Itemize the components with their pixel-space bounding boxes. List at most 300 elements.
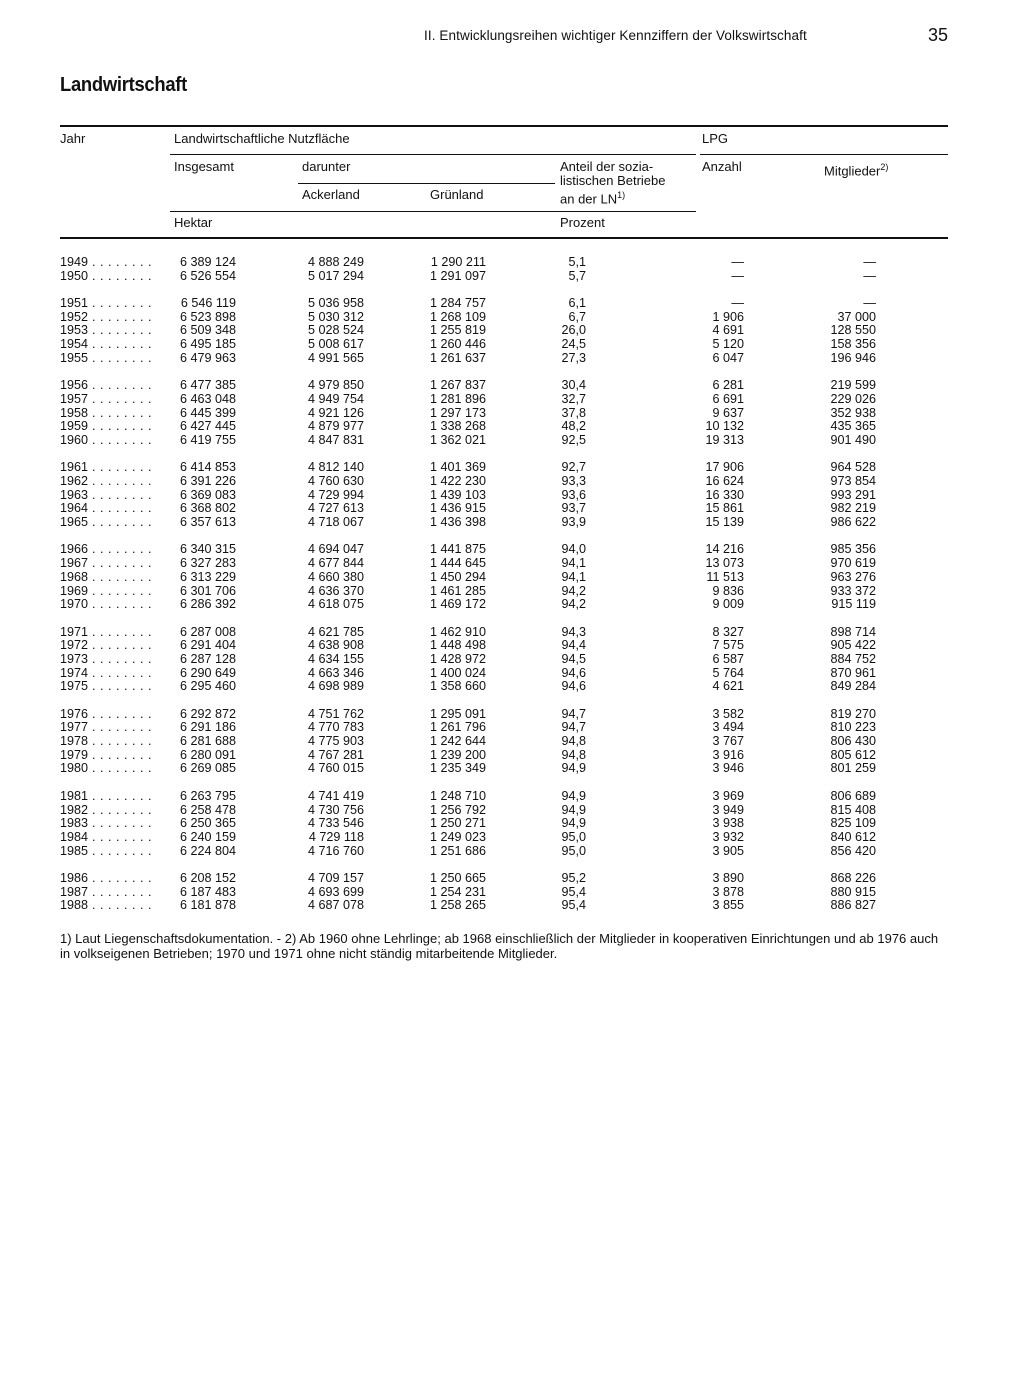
- col-ackerland: Ackerland: [302, 187, 360, 202]
- col-jahr: Jahr: [60, 131, 86, 146]
- cell-ackerland: 4 687 078: [307, 898, 364, 913]
- cell-lpg-mitglieder: 884 752: [830, 651, 876, 666]
- footnote: 1) Laut Liegenschaftsdokumentation. - 2) Ab 1960 ohne Lehrlinge; ab 1968 einschließlich der Mitglieder in kooperativen Einrichtungen und ab 1976 auch in volkseigenen Betrieben; 1970 und 1971 ohne nicht ständig mitarbeitende Mitglieder.: [60, 931, 939, 961]
- cell-lpg-anzahl: 3 855: [712, 898, 744, 913]
- cell-year: 1950 . . .: [60, 270, 152, 284]
- cell-insgesamt: 6 369 083: [179, 487, 236, 502]
- cell-year: 1979 . . .: [60, 749, 152, 763]
- cell-insgesamt: 6 287 008: [179, 624, 236, 639]
- cell-year: 1975 . . .: [60, 680, 152, 694]
- cell-gruenland: 1 436 398: [429, 515, 486, 530]
- cell-insgesamt: 6 389 124: [179, 255, 236, 269]
- cell-ackerland: 4 694 047: [307, 542, 364, 557]
- cell-ackerland: 4 729 994: [307, 487, 364, 502]
- cell-ackerland: 4 741 419: [307, 788, 364, 803]
- cell-ackerland: 4 770 783: [307, 720, 364, 735]
- cell-gruenland: 1 290 211: [430, 255, 486, 269]
- cell-lpg-anzahl: 19 313: [705, 432, 744, 447]
- cell-lpg-anzahl: 7 575: [712, 638, 744, 653]
- cell-lpg-mitglieder: 196 946: [830, 350, 876, 365]
- cell-ackerland: 4 949 754: [307, 391, 364, 406]
- cell-year: 1983 . . .: [60, 817, 152, 831]
- col-lpg: LPG: [702, 131, 729, 146]
- rule-lpg: [700, 154, 948, 155]
- cell-lpg-anzahl: 3 905: [712, 843, 744, 858]
- cell-year: 1951 . . .: [60, 297, 152, 311]
- cell-insgesamt: 6 463 048: [179, 391, 236, 406]
- cell-anteil: 27,3: [561, 350, 586, 365]
- cell-lpg-mitglieder: 806 430: [830, 734, 876, 749]
- cell-insgesamt: 6 526 554: [179, 268, 236, 283]
- cell-ackerland: 5 008 617: [307, 337, 364, 352]
- col-anteil-text: an der LN: [560, 191, 618, 207]
- cell-lpg-mitglieder: 806 689: [830, 788, 876, 803]
- cell-lpg-anzahl: 3 890: [712, 870, 744, 885]
- cell-lpg-anzahl: 4 691: [712, 323, 744, 338]
- col-anzahl: Anzahl: [702, 159, 742, 174]
- cell-lpg-mitglieder: 870 961: [830, 665, 876, 680]
- cell-anteil: 32,7: [561, 391, 586, 406]
- cell-gruenland: 1 260 446: [429, 337, 486, 352]
- cell-insgesamt: 6 291 404: [179, 638, 236, 653]
- cell-lpg-anzahl: 15 861: [705, 501, 744, 516]
- cell-lpg-anzahl: 3 916: [712, 747, 744, 762]
- cell-gruenland: 1 439 103: [429, 487, 486, 502]
- cell-ackerland: 4 660 380: [307, 569, 364, 584]
- cell-ackerland: 4 751 762: [307, 706, 364, 721]
- cell-year: 1959 . . .: [60, 420, 152, 434]
- col-mitglieder-text: Mitglieder: [824, 163, 881, 179]
- cell-lpg-mitglieder: 933 372: [830, 583, 876, 598]
- cell-gruenland: 1 248 710: [429, 788, 486, 803]
- cell-year: 1966 . . .: [60, 543, 152, 557]
- cell-anteil: 93,9: [561, 515, 586, 530]
- cell-ackerland: 4 733 546: [307, 816, 364, 831]
- cell-anteil: 95,2: [561, 870, 586, 885]
- cell-insgesamt: 6 357 613: [179, 515, 236, 530]
- running-head: II. Entwicklungsreihen wichtiger Kennziffern der Volkswirtschaft: [424, 28, 807, 43]
- cell-insgesamt: 6 291 186: [179, 720, 236, 735]
- cell-lpg-mitglieder: 898 714: [830, 624, 876, 639]
- unit-prozent: Prozent: [560, 215, 605, 230]
- cell-ackerland: 4 634 155: [307, 651, 364, 666]
- cell-year: 1961 . . .: [60, 461, 152, 475]
- cell-anteil: 94,2: [561, 597, 586, 612]
- cell-lpg-mitglieder: 868 226: [830, 870, 876, 885]
- cell-anteil: 94,9: [561, 761, 586, 776]
- cell-ackerland: 4 718 067: [307, 515, 364, 530]
- cell-lpg-anzahl: 4 621: [712, 679, 744, 694]
- cell-lpg-anzahl: 5 764: [712, 665, 744, 680]
- cell-insgesamt: 6 523 898: [179, 309, 236, 324]
- cell-lpg-anzahl: 9 637: [712, 405, 744, 420]
- col-anteil: [560, 160, 666, 206]
- cell-lpg-anzahl: 8 327: [712, 624, 744, 639]
- cell-ackerland: 4 760 015: [307, 761, 364, 776]
- cell-lpg-anzahl: 11 513: [706, 569, 744, 584]
- cell-gruenland: 1 251 686: [429, 843, 486, 858]
- col-anteil-line2: listischen Betriebe: [560, 173, 666, 188]
- cell-anteil: 93,3: [561, 474, 586, 488]
- cell-insgesamt: 6 280 091: [179, 747, 236, 762]
- cell-ackerland: 4 879 977: [307, 419, 364, 434]
- cell-insgesamt: 6 479 963: [179, 350, 236, 365]
- cell-insgesamt: 6 427 445: [179, 419, 236, 434]
- cell-insgesamt: 6 258 478: [179, 802, 236, 817]
- cell-lpg-mitglieder: 905 422: [830, 638, 876, 653]
- cell-insgesamt: 6 301 706: [179, 583, 236, 598]
- cell-anteil: 94,9: [561, 788, 586, 803]
- cell-insgesamt: 6 281 688: [179, 734, 236, 749]
- cell-ackerland: 4 991 565: [307, 350, 364, 365]
- cell-gruenland: 1 358 660: [429, 679, 486, 694]
- cell-lpg-mitglieder: 229 026: [830, 391, 876, 406]
- cell-insgesamt: 6 414 853: [179, 460, 236, 475]
- cell-anteil: 95,4: [561, 898, 586, 913]
- cell-lpg-mitglieder: 982 219: [830, 501, 876, 516]
- cell-gruenland: 1 401 369: [429, 460, 486, 475]
- cell-insgesamt: 6 250 365: [179, 816, 236, 831]
- cell-year: 1949 . . .: [60, 256, 152, 270]
- cell-gruenland: 1 428 972: [429, 651, 486, 666]
- section-title: Landwirtschaft: [60, 74, 188, 96]
- footnote-ref-2: 2): [880, 162, 889, 172]
- cell-year: 1962 . . .: [60, 475, 152, 489]
- cell-year: 1985 . . .: [60, 845, 152, 859]
- cell-insgesamt: 6 269 085: [179, 761, 236, 776]
- cell-anteil: 94,0: [561, 542, 586, 557]
- cell-anteil: 94,8: [561, 734, 586, 749]
- cell-anteil: 93,6: [561, 487, 586, 502]
- cell-gruenland: 1 448 498: [429, 638, 486, 653]
- cell-gruenland: 1 436 915: [429, 501, 486, 516]
- cell-year: 1974 . . .: [60, 667, 152, 681]
- cell-anteil: 95,0: [561, 829, 586, 844]
- cell-lpg-anzahl: 16 624: [705, 474, 744, 488]
- cell-ackerland: 4 729 118: [308, 829, 364, 844]
- cell-lpg-anzahl: 16 330: [705, 487, 744, 502]
- cell-gruenland: 1 461 285: [429, 583, 486, 598]
- cell-lpg-mitglieder: 985 356: [830, 542, 876, 557]
- cell-ackerland: 4 677 844: [307, 556, 364, 571]
- cell-gruenland: 1 297 173: [429, 405, 486, 420]
- cell-anteil: 37,8: [561, 405, 586, 420]
- rule-darunter: [298, 183, 555, 184]
- cell-gruenland: 1 256 792: [429, 802, 486, 817]
- cell-anteil: 94,8: [561, 747, 586, 762]
- cell-lpg-mitglieder: 963 276: [830, 569, 876, 584]
- cell-gruenland: 1 258 265: [429, 898, 486, 913]
- cell-ackerland: 4 888 249: [307, 255, 364, 269]
- cell-insgesamt: 6 290 649: [179, 665, 236, 680]
- cell-anteil: 95,0: [561, 843, 586, 858]
- cell-gruenland: 1 462 910: [429, 624, 486, 639]
- cell-anteil: 94,7: [561, 706, 586, 721]
- cell-ackerland: 4 693 699: [307, 884, 364, 899]
- cell-insgesamt: 6 287 128: [179, 651, 236, 666]
- cell-lpg-anzahl: 3 582: [712, 706, 744, 721]
- cell-lpg-anzahl: 3 946: [712, 761, 744, 776]
- cell-insgesamt: 6 208 152: [179, 870, 236, 885]
- cell-lpg-mitglieder: 801 259: [830, 761, 876, 776]
- cell-anteil: 94,6: [561, 679, 586, 694]
- cell-year: 1986 . . .: [60, 872, 152, 886]
- cell-ackerland: 4 638 908: [307, 638, 364, 653]
- cell-lpg-anzahl: 1 906: [712, 309, 744, 324]
- cell-insgesamt: 6 368 802: [179, 501, 236, 516]
- cell-gruenland: 1 291 097: [429, 268, 486, 283]
- cell-gruenland: 1 284 757: [429, 296, 486, 311]
- cell-insgesamt: 6 495 185: [179, 337, 236, 352]
- cell-anteil: 6,7: [568, 309, 586, 324]
- cell-lpg-anzahl: 3 767: [712, 734, 744, 749]
- cell-lpg-mitglieder: —: [863, 296, 876, 311]
- cell-year: 1971 . . .: [60, 626, 152, 640]
- cell-anteil: 5,1: [568, 255, 586, 269]
- cell-ackerland: 4 709 157: [307, 870, 364, 885]
- cell-anteil: 26,0: [561, 323, 586, 338]
- cell-lpg-mitglieder: 825 109: [830, 816, 876, 831]
- cell-lpg-mitglieder: —: [863, 255, 876, 269]
- col-gruenland: Grünland: [430, 187, 484, 202]
- cell-ackerland: 4 730 756: [307, 802, 364, 817]
- cell-year: 1957 . . .: [60, 393, 152, 407]
- cell-gruenland: 1 338 268: [429, 419, 486, 434]
- cell-ackerland: 5 030 312: [307, 309, 364, 324]
- col-anteil-line3: [560, 188, 666, 206]
- cell-year: 1953 . . .: [60, 324, 152, 338]
- cell-insgesamt: 6 313 229: [179, 569, 236, 584]
- header-bottom-rule: [60, 237, 948, 239]
- cell-lpg-anzahl: —: [731, 268, 744, 283]
- cell-insgesamt: 6 292 872: [179, 706, 236, 721]
- cell-anteil: 30,4: [561, 378, 586, 393]
- cell-ackerland: 4 921 126: [307, 405, 364, 420]
- cell-ackerland: 4 663 346: [307, 665, 364, 680]
- cell-insgesamt: 6 477 385: [179, 378, 236, 393]
- cell-year: 1955 . . .: [60, 352, 152, 366]
- cell-lpg-anzahl: 3 949: [712, 802, 744, 817]
- cell-lpg-anzahl: 17 906: [705, 460, 744, 475]
- cell-lpg-mitglieder: 810 223: [830, 720, 876, 735]
- cell-year: 1965 . . .: [60, 516, 152, 530]
- cell-lpg-anzahl: 6 691: [712, 391, 744, 406]
- cell-lpg-anzahl: 6 587: [712, 651, 744, 666]
- cell-anteil: 94,3: [561, 624, 586, 639]
- cell-insgesamt: 6 546 119: [180, 296, 236, 311]
- cell-anteil: 6,1: [568, 296, 586, 311]
- cell-ackerland: 4 979 850: [307, 378, 364, 393]
- cell-lpg-anzahl: 15 139: [705, 515, 744, 530]
- cell-anteil: 94,6: [561, 665, 586, 680]
- cell-ackerland: 5 017 294: [307, 268, 364, 283]
- cell-anteil: 48,2: [561, 419, 586, 434]
- cell-gruenland: 1 261 796: [429, 720, 486, 735]
- cell-lpg-mitglieder: 886 827: [830, 898, 876, 913]
- cell-lpg-mitglieder: 973 854: [830, 474, 876, 488]
- cell-ackerland: 4 618 075: [307, 597, 364, 612]
- cell-gruenland: 1 441 875: [429, 542, 486, 557]
- cell-year: 1967 . . .: [60, 557, 152, 571]
- cell-lpg-anzahl: 13 073: [705, 556, 744, 571]
- cell-lpg-anzahl: 3 494: [712, 720, 744, 735]
- cell-anteil: 93,7: [561, 501, 586, 516]
- cell-year: 1952 . . .: [60, 311, 152, 325]
- cell-lpg-anzahl: 14 216: [705, 542, 744, 557]
- cell-insgesamt: 6 327 283: [179, 556, 236, 571]
- cell-year: 1987 . . .: [60, 886, 152, 900]
- cell-lpg-anzahl: 10 132: [705, 419, 744, 434]
- cell-ackerland: 4 847 831: [307, 432, 364, 447]
- cell-insgesamt: 6 240 159: [179, 829, 236, 844]
- cell-year: 1982 . . .: [60, 804, 152, 818]
- cell-year: 1981 . . .: [60, 790, 152, 804]
- cell-year: 1977 . . .: [60, 721, 152, 735]
- cell-year: 1960 . . .: [60, 434, 152, 448]
- cell-lpg-mitglieder: 352 938: [830, 405, 876, 420]
- col-darunter: darunter: [302, 159, 351, 174]
- cell-lpg-anzahl: 3 878: [712, 884, 744, 899]
- cell-anteil: 94,7: [561, 720, 586, 735]
- cell-insgesamt: 6 391 226: [179, 474, 236, 488]
- cell-ackerland: 4 812 140: [307, 460, 364, 475]
- cell-gruenland: 1 400 024: [429, 665, 486, 680]
- cell-ackerland: 4 767 281: [307, 747, 364, 762]
- cell-year: 1968 . . .: [60, 571, 152, 585]
- cell-lpg-anzahl: 9 009: [712, 597, 744, 612]
- cell-year: 1972 . . .: [60, 639, 152, 653]
- cell-year: 1988 . . .: [60, 899, 152, 913]
- cell-anteil: 94,9: [561, 802, 586, 817]
- cell-ackerland: 5 036 958: [307, 296, 364, 311]
- cell-year: 1970 . . .: [60, 598, 152, 612]
- header-top-rule: [60, 125, 948, 127]
- cell-lpg-mitglieder: 158 356: [830, 337, 876, 352]
- cell-year: 1956 . . .: [60, 379, 152, 393]
- col-insgesamt: Insgesamt: [174, 159, 234, 174]
- cell-lpg-mitglieder: 128 550: [830, 323, 876, 338]
- cell-lpg-mitglieder: 819 270: [830, 706, 876, 721]
- cell-gruenland: 1 239 200: [429, 747, 486, 762]
- cell-anteil: 94,5: [561, 651, 586, 666]
- cell-anteil: 92,7: [561, 460, 586, 475]
- cell-lpg-mitglieder: 815 408: [830, 802, 876, 817]
- cell-insgesamt: 6 263 795: [179, 788, 236, 803]
- rule-units: [170, 211, 696, 212]
- cell-lpg-mitglieder: 856 420: [830, 843, 876, 858]
- cell-gruenland: 1 250 665: [429, 870, 486, 885]
- cell-insgesamt: 6 224 804: [179, 843, 236, 858]
- cell-gruenland: 1 450 294: [429, 569, 486, 584]
- cell-gruenland: 1 268 109: [429, 309, 486, 324]
- cell-gruenland: 1 422 230: [429, 474, 486, 488]
- col-nutzflaeche: Landwirtschaftliche Nutzfläche: [174, 131, 350, 146]
- footnote-ref-1: 1): [617, 190, 626, 200]
- cell-gruenland: 1 469 172: [429, 597, 486, 612]
- cell-ackerland: 4 698 989: [307, 679, 364, 694]
- cell-anteil: 92,5: [561, 432, 586, 447]
- cell-lpg-mitglieder: 37 000: [837, 309, 876, 324]
- cell-anteil: 94,9: [561, 816, 586, 831]
- col-mitglieder: [824, 160, 888, 178]
- cell-anteil: 24,5: [561, 337, 586, 352]
- cell-insgesamt: 6 340 315: [179, 542, 236, 557]
- cell-anteil: 94,4: [561, 638, 586, 653]
- cell-lpg-anzahl: 3 969: [712, 788, 744, 803]
- cell-lpg-mitglieder: 986 622: [830, 515, 876, 530]
- cell-year: 1969 . . .: [60, 585, 152, 599]
- cell-insgesamt: 6 295 460: [179, 679, 236, 694]
- cell-gruenland: 1 250 271: [429, 816, 486, 831]
- cell-insgesamt: 6 187 483: [179, 884, 236, 899]
- cell-gruenland: 1 242 644: [429, 734, 486, 749]
- cell-lpg-mitglieder: 849 284: [830, 679, 876, 694]
- cell-insgesamt: 6 181 878: [179, 898, 236, 913]
- unit-hektar: Hektar: [174, 215, 213, 230]
- cell-year: 1963 . . .: [60, 489, 152, 503]
- cell-lpg-anzahl: —: [731, 296, 744, 311]
- cell-year: 1958 . . .: [60, 407, 152, 421]
- cell-insgesamt: 6 509 348: [179, 323, 236, 338]
- cell-lpg-anzahl: 9 836: [712, 583, 744, 598]
- cell-lpg-anzahl: 6 047: [712, 350, 744, 365]
- cell-ackerland: 4 621 785: [307, 624, 364, 639]
- cell-lpg-mitglieder: 435 365: [830, 419, 876, 434]
- cell-lpg-mitglieder: 880 915: [830, 884, 876, 899]
- cell-lpg-mitglieder: 840 612: [830, 829, 876, 844]
- cell-year: 1973 . . .: [60, 653, 152, 667]
- cell-lpg-anzahl: 5 120: [712, 337, 744, 352]
- cell-ackerland: 4 760 630: [307, 474, 364, 488]
- cell-year: 1976 . . .: [60, 708, 152, 722]
- page-number: 35: [928, 25, 949, 45]
- cell-gruenland: 1 261 637: [429, 350, 486, 365]
- cell-ackerland: 4 636 370: [307, 583, 364, 598]
- cell-lpg-anzahl: 3 938: [712, 816, 744, 831]
- cell-gruenland: 1 267 837: [429, 378, 486, 393]
- cell-lpg-mitglieder: 915 119: [831, 597, 876, 612]
- cell-ackerland: 5 028 524: [307, 323, 364, 338]
- cell-ackerland: 4 775 903: [307, 734, 364, 749]
- cell-lpg-anzahl: 6 281: [712, 378, 744, 393]
- cell-gruenland: 1 255 819: [429, 323, 486, 338]
- cell-year: 1978 . . .: [60, 735, 152, 749]
- cell-gruenland: 1 281 896: [429, 391, 486, 406]
- cell-year: 1954 . . .: [60, 338, 152, 352]
- cell-lpg-mitglieder: 964 528: [830, 460, 876, 475]
- cell-lpg-anzahl: —: [731, 255, 744, 269]
- cell-gruenland: 1 362 021: [429, 432, 486, 447]
- cell-anteil: 95,4: [561, 884, 586, 899]
- cell-ackerland: 4 727 613: [307, 501, 364, 516]
- cell-anteil: 5,7: [568, 268, 586, 283]
- col-anteil-line1: Anteil der sozia-: [560, 159, 654, 174]
- cell-lpg-mitglieder: 219 599: [830, 378, 876, 393]
- cell-lpg-mitglieder: —: [863, 268, 876, 283]
- cell-anteil: 94,2: [561, 583, 586, 598]
- rule-nutzflaeche: [170, 154, 696, 155]
- cell-lpg-mitglieder: 970 619: [830, 556, 876, 571]
- cell-insgesamt: 6 445 399: [179, 405, 236, 420]
- cell-year: 1984 . . .: [60, 831, 152, 845]
- cell-year: 1980 . . .: [60, 762, 152, 776]
- cell-lpg-anzahl: 3 932: [712, 829, 744, 844]
- cell-insgesamt: 6 286 392: [179, 597, 236, 612]
- cell-gruenland: 1 254 231: [429, 884, 486, 899]
- cell-gruenland: 1 235 349: [429, 761, 486, 776]
- cell-lpg-mitglieder: 805 612: [830, 747, 876, 762]
- cell-anteil: 94,1: [561, 569, 586, 584]
